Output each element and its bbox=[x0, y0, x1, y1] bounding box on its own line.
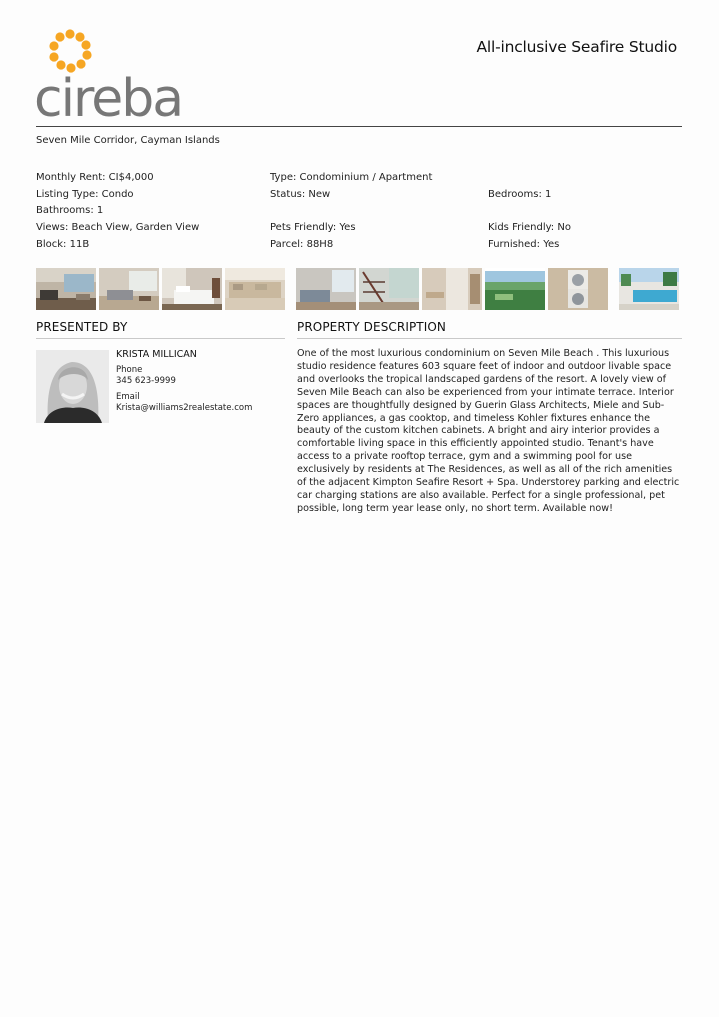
photo-thumbnail-living-kitchen[interactable] bbox=[36, 268, 96, 310]
property-type: Type: Condominium / Apartment bbox=[270, 171, 433, 183]
photo-thumbnail-laundry[interactable] bbox=[548, 268, 608, 310]
agent-email[interactable]: Krista@williams2realestate.com bbox=[116, 403, 253, 413]
photo-thumbnail-bathroom[interactable] bbox=[422, 268, 482, 310]
agent-phone[interactable]: 345 623-9999 bbox=[116, 376, 176, 386]
views: Views: Beach View, Garden View bbox=[36, 222, 200, 234]
header-divider bbox=[36, 126, 682, 127]
logo-wordmark: cireba bbox=[34, 69, 183, 120]
furnished: Furnished: Yes bbox=[488, 239, 560, 251]
presented-by-divider bbox=[36, 338, 285, 339]
listing-status: Status: New bbox=[270, 188, 331, 200]
email-label: Email bbox=[116, 392, 140, 402]
kids-friendly: Kids Friendly: No bbox=[488, 222, 571, 234]
phone-label: Phone bbox=[116, 365, 143, 375]
monthly-rent: Monthly Rent: CI$4,000 bbox=[36, 171, 154, 183]
photo-thumbnail-bedroom[interactable] bbox=[162, 268, 222, 310]
photo-strip bbox=[36, 268, 682, 310]
listing-type: Listing Type: Condo bbox=[36, 188, 134, 200]
agent-name: KRISTA MILLICAN bbox=[116, 349, 197, 360]
agent-contact bbox=[116, 349, 252, 419]
photo-thumbnail-garden-view[interactable] bbox=[485, 268, 545, 310]
property-description-text: One of the most luxurious condominium on Seven Mile Beach . This luxurious studio residence features 603 square feet of indoor and outdoor livable space and overlooks the tropical landscaped gardens of the resort. A lovely view of Seven Mile Beach can also be experienced from your intimate terrace. Interior spaces are thoughtfully designed by Guerin Glass Architects, Miele and Sub-Zero appliances, a gas cooktop, and timeless Kohler fixtures enhance the beauty of the custom kitchen cabinets. A bright and airy interior provides a comfortable living space in this efficiently appointed studio. Tenant's have access to a private rooftop terrace, gym and a swimming pool for use exclusively by residents at The Residences, as well as all of the rich amenities of the adjacent Kimpton Seafire Resort + Spa. Understorey parking and electric car charging stations are also available. Perfect for a single professional, pet possible, long term year lease only, no short term. Available now! bbox=[297, 348, 680, 514]
photo-thumbnail-living-area[interactable] bbox=[99, 268, 159, 310]
presented-by-heading: PRESENTED BY bbox=[36, 320, 128, 334]
listing-location: Seven Mile Corridor, Cayman Islands bbox=[36, 135, 220, 146]
sun-icon bbox=[49, 29, 91, 72]
photo-thumbnail-sofa[interactable] bbox=[296, 268, 356, 310]
photo-thumbnail-pool[interactable] bbox=[619, 268, 679, 310]
details-grid bbox=[36, 169, 682, 253]
bathrooms: Bathrooms: 1 bbox=[36, 205, 104, 217]
block: Block: 11B bbox=[36, 239, 90, 251]
photo-thumbnail-shelving[interactable] bbox=[359, 268, 419, 310]
agent-avatar bbox=[36, 350, 109, 423]
listing-title: All-inclusive Seafire Studio bbox=[476, 38, 677, 56]
parcel: Parcel: 88H8 bbox=[270, 239, 334, 251]
bedrooms: Bedrooms: 1 bbox=[488, 188, 552, 200]
photo-thumbnail-kitchen[interactable] bbox=[225, 268, 285, 310]
property-description-divider bbox=[297, 338, 682, 339]
pets-friendly: Pets Friendly: Yes bbox=[270, 222, 356, 234]
cireba-logo bbox=[34, 28, 204, 120]
property-description-heading: PROPERTY DESCRIPTION bbox=[297, 320, 446, 334]
